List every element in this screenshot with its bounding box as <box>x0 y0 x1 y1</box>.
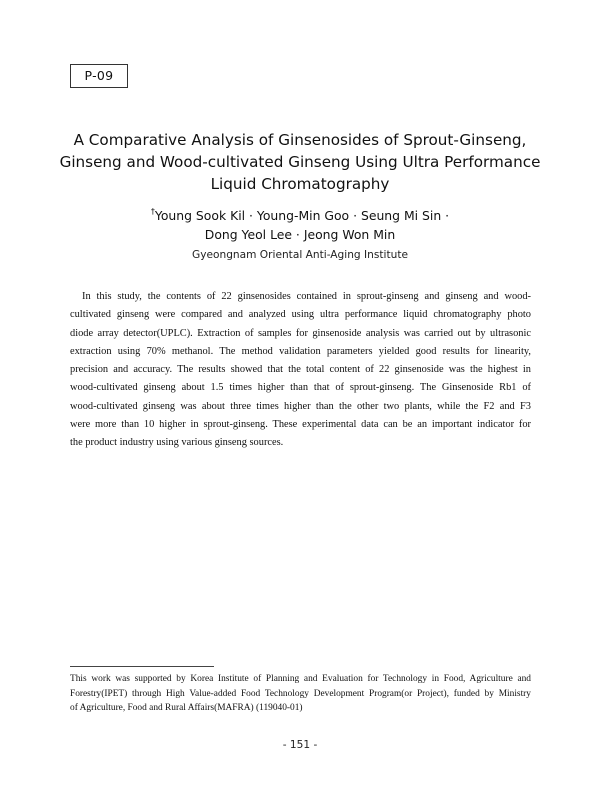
author-list <box>40 206 560 244</box>
abstract-line: In this study, the contents of 22 ginsenosides contained in sprout-ginseng and ginseng and wood- <box>82 291 531 302</box>
authors-line-2: Dong Yeol Lee · Jeong Won Min <box>204 227 396 242</box>
abstract-line: wood-cultivated ginseng about 1.5 times higher than that of sprout-ginseng. The Ginsenoside Rb1 of <box>70 382 531 394</box>
authors-line-1 <box>40 206 560 225</box>
footnote-line: Forestry(IPET) through High Value-added Food Technology Development Program(or Project), funded by Ministry <box>70 688 531 699</box>
abstract-line: the product industry using various ginseng sources. <box>70 437 284 449</box>
title-line-1: A Comparative Analysis of Ginsenosides of Sprout-Ginseng, <box>73 131 527 149</box>
abstract-line: were more than 10 higher in sprout-ginseng. These experimental data can be an important indicator for <box>70 419 531 431</box>
poster-code-box: P-09 <box>70 64 128 88</box>
footnote-line: This work was supported by Korea Institute of Planning and Evaluation for Technology in Food, Agriculture and <box>70 674 531 684</box>
abstract-body <box>70 288 531 453</box>
corresponding-author-mark: † <box>150 207 155 216</box>
abstract-line: cultivated ginseng were compared and analyzed using ultra performance liquid chromatography photo <box>70 309 531 321</box>
authors-line-1-text: Young Sook Kil · Young-Min Goo · Seung Mi Sin · <box>154 208 450 223</box>
abstract-line: wood-cultivated ginseng was about three times higher than the other two plants, while the F2 and F3 <box>70 400 531 412</box>
page-number: - 151 - <box>282 739 318 751</box>
footnote-line: of Agriculture, Food and Rural Affairs(MAFRA) (119040-01) <box>70 703 303 714</box>
title-line-3: Liquid Chromatography <box>210 175 390 193</box>
paper-title <box>40 129 560 195</box>
abstract-line: extraction using 70% methanol. The method validation parameters yielded good results for linearity, <box>70 345 531 357</box>
abstract-line: diode array detector(UPLC). Extraction of samples for ginsenoside analysis was carried out by ultrasonic <box>70 327 531 339</box>
abstract-line: precision and accuracy. The results showed that the total content of 22 ginsenoside was the highest in <box>70 364 531 376</box>
funding-footnote <box>70 672 531 716</box>
footnote-divider <box>70 666 214 667</box>
affiliation: Gyeongnam Oriental Anti-Aging Institute <box>192 249 408 261</box>
title-line-2: Ginseng and Wood-cultivated Ginseng Using Ultra Performance <box>59 153 541 171</box>
